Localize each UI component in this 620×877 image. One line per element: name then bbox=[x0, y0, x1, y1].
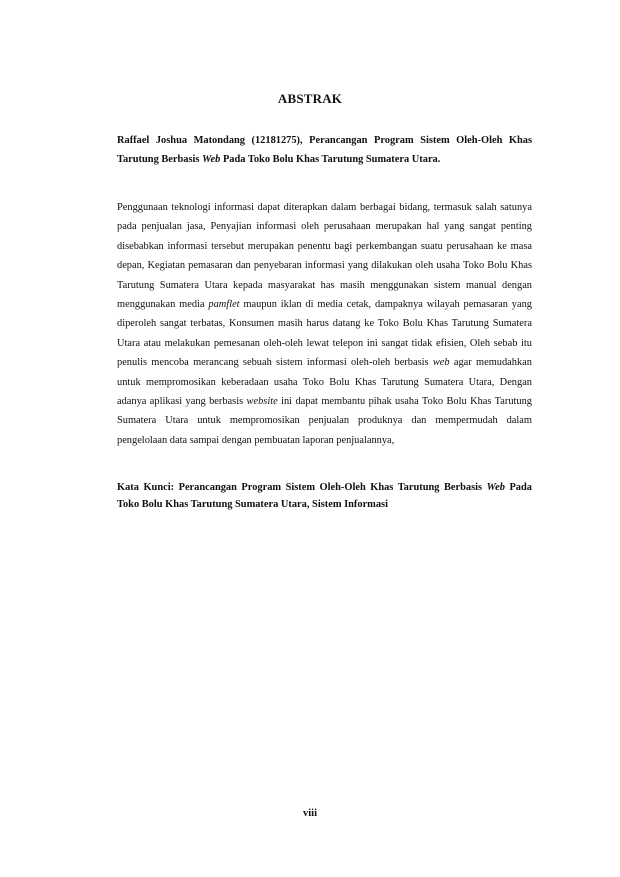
abstract-paragraph bbox=[117, 198, 532, 450]
author-line-text: Raffael Joshua Matondang (12181275), Perancangan Program Sistem Oleh-Oleh Khas Tarutung Berbasis bbox=[117, 135, 532, 166]
abstract-text-3: agar memudahkan untuk mempromosikan keberadaan usaha Toko Bolu Khas Tarutung Sumatera Utara, Dengan adanya aplikasi yang berbasis bbox=[117, 357, 532, 408]
page-number: viii bbox=[302, 808, 317, 819]
author-line-italic: Web bbox=[202, 154, 221, 166]
page-title: ABSTRAK bbox=[277, 91, 343, 106]
abstract-text-4: ini dapat membantu pihak usaha Toko Bolu Khas Tarutung Sumatera Utara untuk mempromosikan penjualan produknya dan mempermudah dalam pengelolaan data sampai dengan pembuatan laporan penjualannya, bbox=[117, 396, 532, 446]
author-title-line bbox=[117, 131, 532, 170]
abstract-text-1: Penggunaan teknologi informasi dapat diterapkan dalam berbagai bidang, termasuk salah satunya pada penjualan jasa, Penyajian informasi oleh perusahaan merupakan hal yang sangat penting disebabkan informasi tersebut merupakan penentu bagi perkembangan suatu perusahaan ke masa depan, Kegiatan pemasaran dan penyebaran informasi yang dilakukan oleh usaha Toko Bolu Khas Tarutung Sumatera Utara kepada masyarakat has masih menggunakan sistem manual dengan menggunakan media bbox=[117, 202, 532, 311]
keywords-italic: Web bbox=[486, 482, 505, 493]
abstract-italic-3: website bbox=[246, 396, 278, 408]
abstract-italic-1: pamflet bbox=[208, 299, 240, 311]
abstract-body bbox=[117, 198, 532, 450]
abstract-italic-2: web bbox=[432, 357, 450, 369]
keywords-text: Perancangan Program Sistem Oleh-Oleh Khas Tarutung Berbasis bbox=[174, 482, 487, 493]
abstract-text-2: maupun iklan di media cetak, dampaknya wilayah pemasaran yang diperoleh sangat terbatas, Konsumen masih harus datang ke Toko Bolu Khas Tarutung Sumatera Utara atau melakukan pemesanan oleh-oleh lewat telepon ini sangat tidak efisien, Oleh sebab itu penulis mencoba merancang sebuah sistem informasi oleh-oleh berbasis bbox=[117, 299, 532, 369]
keywords-label: Kata Kunci: bbox=[117, 482, 175, 493]
keywords bbox=[117, 480, 532, 513]
author-line-text-end: Pada Toko Bolu Khas Tarutung Sumatera Utara. bbox=[220, 154, 441, 166]
keywords-text-end: Pada Toko Bolu Khas Tarutung Sumatera Utara, Sistem Informasi bbox=[117, 482, 532, 510]
